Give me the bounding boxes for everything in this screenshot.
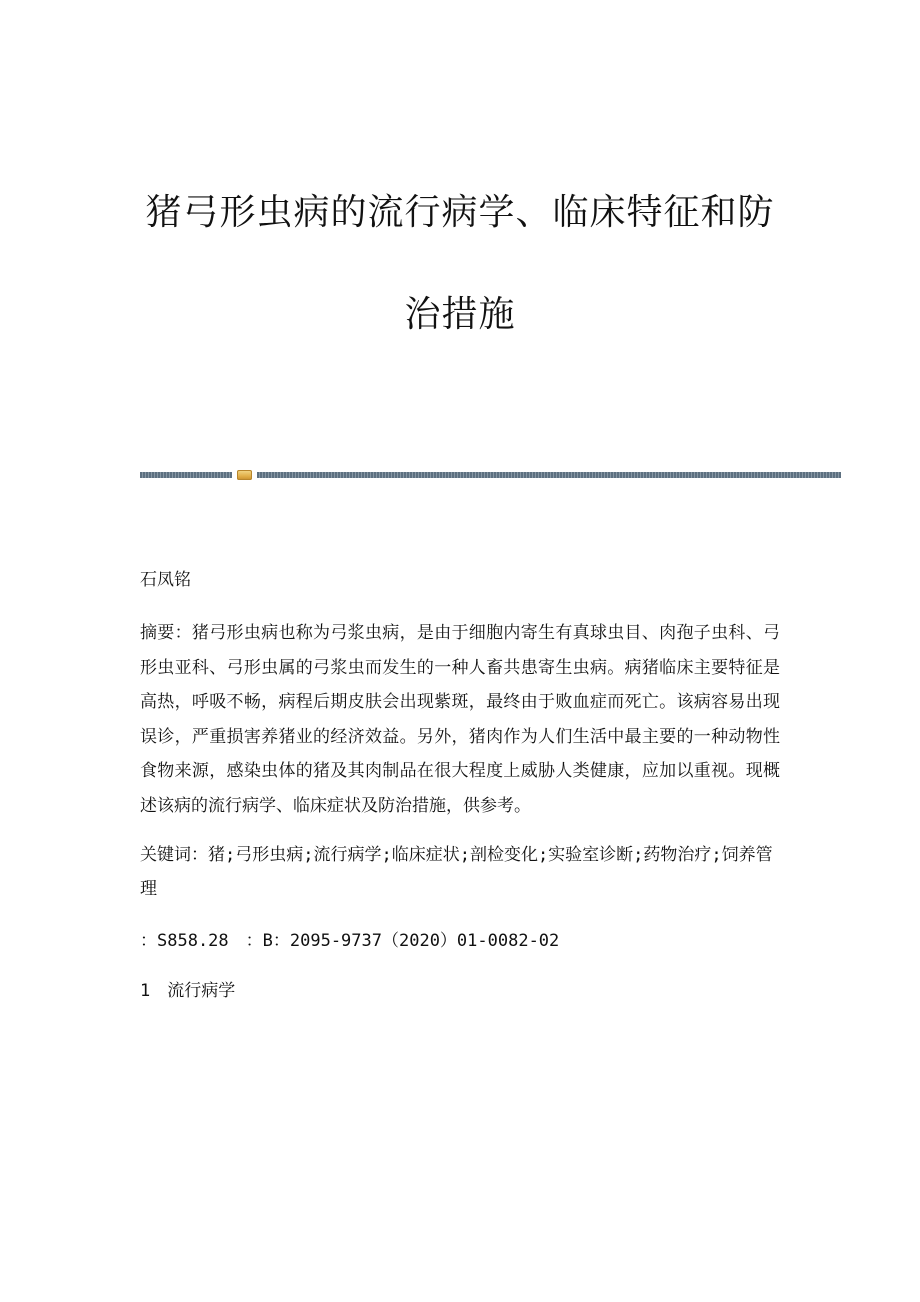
divider-ornament-icon	[237, 470, 252, 480]
title-line-1: 猪弓形虫病的流行病学、临床特征和防	[145, 192, 775, 233]
title-block	[120, 185, 800, 343]
abstract-paragraph: 摘要：猪弓形虫病也称为弓浆虫病，是由于细胞内寄生有真球虫目、肉孢子虫科、弓形虫亚科、弓形虫属的弓浆虫而发生的一种人畜共患寄生虫病。病猪临床主要特征是高热，呼吸不畅，病程后期皮肤会出现紫斑，最终由于败血症而死亡。该病容易出现误诊，严重损害养猪业的经济效益。另外，猪肉作为人们生活中最主要的一种动物性食物来源，感染虫体的猪及其肉制品在很大程度上威胁人类健康，应加以重视。现概述该病的流行病学、临床症状及防治措施，供参考。	[140, 623, 780, 816]
title-line-2: 治措施	[404, 294, 516, 335]
title-divider	[140, 470, 841, 480]
divider-bar-left	[140, 472, 232, 478]
section-heading-1: 1 流行病学	[140, 981, 236, 1002]
author-name: 石凤铭	[140, 570, 191, 590]
divider-bar-right	[257, 472, 841, 478]
keywords-line: 关键词：猪;弓形虫病;流行病学;临床症状;剖检变化;实验室诊断;药物治疗;饲养管理	[140, 844, 773, 900]
document-body	[140, 565, 780, 1009]
classification-line: ：S858.28 ：B：2095-9737（2020）01-0082-02	[140, 930, 560, 951]
